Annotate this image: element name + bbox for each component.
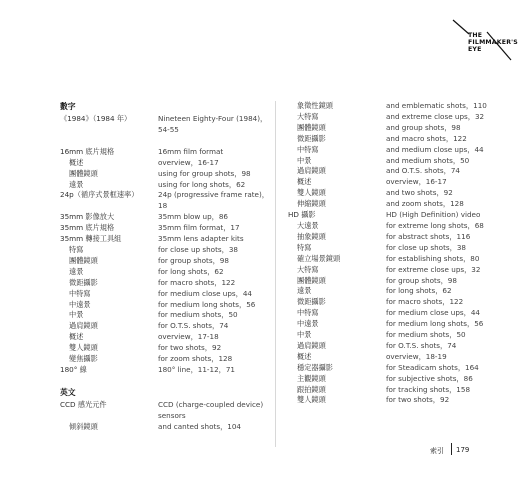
index-subentry bbox=[288, 297, 500, 308]
index-entry bbox=[60, 400, 272, 422]
index-definition: overview，18-19 bbox=[386, 351, 447, 361]
index-subentry bbox=[288, 330, 500, 341]
index-definition: for group shots，98 bbox=[386, 275, 457, 285]
index-definition: for macro shots，122 bbox=[158, 277, 236, 287]
index-term: 中景 bbox=[297, 155, 312, 165]
index-definition: for subjective shots，86 bbox=[386, 373, 473, 383]
index-definition: for zoom shots，128 bbox=[158, 354, 233, 364]
index-gap bbox=[60, 136, 272, 147]
index-subentry bbox=[288, 112, 500, 123]
index-term: 雙人鏡頭 bbox=[69, 343, 98, 353]
index-term: 傾斜鏡頭 bbox=[69, 421, 98, 431]
index-entry bbox=[60, 365, 272, 376]
index-definition: CCD (charge-coupled device) sensors bbox=[158, 399, 264, 420]
index-definition: for group shots，98 bbox=[158, 255, 229, 265]
index-definition: 35mm lens adapter kits bbox=[158, 234, 244, 244]
index-term: 變焦攝影 bbox=[69, 354, 98, 364]
index-definition: for medium close ups，44 bbox=[386, 308, 480, 318]
index-subentry bbox=[288, 374, 500, 385]
footer-separator bbox=[451, 443, 452, 455]
index-definition: and zoom shots，128 bbox=[386, 199, 464, 209]
index-subentry bbox=[288, 363, 500, 374]
index-definition: for establishing shots，80 bbox=[386, 253, 480, 263]
index-subentry bbox=[288, 156, 500, 167]
index-definition: HD (High Definition) video bbox=[386, 210, 481, 220]
index-section-heading: 英文 bbox=[60, 387, 76, 397]
index-definition: for abstract shots，116 bbox=[386, 231, 471, 241]
index-term: 180° 線 bbox=[60, 364, 87, 374]
book-logo bbox=[451, 18, 518, 60]
index-definition: for long shots，62 bbox=[386, 286, 452, 296]
index-definition: for close up shots，38 bbox=[158, 244, 238, 254]
index-subentry bbox=[288, 101, 500, 112]
index-term: 大特寫 bbox=[297, 111, 319, 121]
index-definition: 180° line，11-12，71 bbox=[158, 364, 235, 374]
index-subentry bbox=[60, 180, 272, 191]
index-term: 中遠景 bbox=[297, 319, 319, 329]
index-definition: for medium shots，50 bbox=[158, 310, 238, 320]
index-definition: for Steadicam shots，164 bbox=[386, 362, 479, 372]
index-term: 24p（循序式景框速率） bbox=[60, 190, 139, 200]
index-subentry bbox=[288, 134, 500, 145]
index-subentry bbox=[288, 188, 500, 199]
index-subentry bbox=[60, 310, 272, 321]
index-definition: and medium close ups，44 bbox=[386, 144, 484, 154]
index-definition: for extreme close ups，32 bbox=[386, 264, 481, 274]
index-term: 跟拍鏡頭 bbox=[297, 384, 326, 394]
index-subentry bbox=[60, 343, 272, 354]
index-term: 35mm 底片規格 bbox=[60, 223, 115, 233]
index-term: 大遠景 bbox=[297, 220, 319, 230]
index-entry bbox=[60, 190, 272, 212]
index-definition: for medium shots，50 bbox=[386, 330, 466, 340]
index-definition: 24p (progressive frame rate)，18 bbox=[158, 190, 269, 211]
index-subentry bbox=[288, 166, 500, 177]
index-subentry bbox=[60, 354, 272, 365]
index-term: 35mm 影像放大 bbox=[60, 212, 115, 222]
index-term: 中景 bbox=[69, 310, 84, 320]
index-term: 中特寫 bbox=[297, 308, 319, 318]
index-subentry bbox=[288, 254, 500, 265]
index-subentry bbox=[60, 278, 272, 289]
index-definition: for macro shots，122 bbox=[386, 297, 464, 307]
index-definition: for close up shots，38 bbox=[386, 242, 466, 252]
index-section-heading: 數字 bbox=[60, 102, 76, 111]
index-term: 中景 bbox=[297, 330, 312, 340]
index-subentry bbox=[288, 232, 500, 243]
index-term: 35mm 轉接工具組 bbox=[60, 234, 122, 244]
index-subentry bbox=[60, 245, 272, 256]
index-definition: for two shots，92 bbox=[386, 395, 450, 405]
index-subentry bbox=[60, 422, 272, 433]
index-term: 雙人鏡頭 bbox=[297, 395, 326, 405]
index-definition: for extreme long shots，68 bbox=[386, 220, 484, 230]
index-subentry bbox=[288, 352, 500, 363]
index-subentry bbox=[60, 267, 272, 278]
index-term: 團體鏡頭 bbox=[69, 255, 98, 265]
index-definition: Nineteen Eighty-Four (1984)，54-55 bbox=[158, 114, 268, 134]
page-number: 179 bbox=[456, 446, 470, 454]
index-subentry bbox=[288, 199, 500, 210]
index-subentry bbox=[60, 332, 272, 343]
index-term: 大特寫 bbox=[297, 264, 319, 274]
index-term: 概述 bbox=[69, 332, 84, 342]
index-subentry bbox=[288, 341, 500, 352]
index-term: 遠景 bbox=[69, 266, 84, 276]
index-term: 16mm 底片規格 bbox=[60, 146, 115, 156]
index-definition: using for group shots，98 bbox=[158, 168, 251, 178]
index-definition: for long shots，62 bbox=[158, 266, 224, 276]
index-gap bbox=[60, 376, 272, 387]
index-definition: for medium long shots，56 bbox=[386, 319, 484, 329]
index-term: 團體鏡頭 bbox=[297, 122, 326, 132]
index-definition: overview，17-18 bbox=[158, 332, 219, 342]
index-term: 過肩鏡頭 bbox=[69, 321, 98, 331]
index-subentry bbox=[288, 276, 500, 287]
index-definition: and group shots，98 bbox=[386, 122, 461, 132]
index-subentry bbox=[288, 308, 500, 319]
logo-line: FILMMAKER'S bbox=[468, 39, 518, 46]
index-term: 特寫 bbox=[69, 244, 84, 254]
index-entry bbox=[60, 114, 272, 136]
index-definition: and emblematic shots，110 bbox=[386, 101, 487, 110]
index-definition: for tracking shots，158 bbox=[386, 384, 471, 394]
index-term: HD 攝影 bbox=[288, 210, 316, 220]
index-term: 伸縮鏡頭 bbox=[297, 199, 326, 209]
index-term: 微距攝影 bbox=[297, 297, 326, 307]
index-definition: 35mm film format，17 bbox=[158, 223, 240, 233]
index-subentry bbox=[60, 300, 272, 311]
index-subentry bbox=[288, 221, 500, 232]
index-term: 《1984》（1984 年） bbox=[60, 114, 132, 123]
index-definition: 35mm blow up，86 bbox=[158, 212, 229, 222]
index-column-left bbox=[60, 101, 272, 433]
logo-line: THE bbox=[468, 32, 483, 39]
index-term: 特寫 bbox=[297, 242, 312, 252]
logo-line: EYE bbox=[468, 46, 482, 53]
index-term: 微距攝影 bbox=[69, 277, 98, 287]
index-entry bbox=[288, 210, 500, 221]
index-term: 遠景 bbox=[297, 286, 312, 296]
index-subentry bbox=[60, 169, 272, 180]
index-column-right bbox=[288, 101, 500, 406]
index-subentry bbox=[60, 158, 272, 169]
index-entry bbox=[60, 147, 272, 158]
column-divider bbox=[275, 101, 276, 447]
index-term: 概述 bbox=[297, 351, 312, 361]
index-definition: overview，16-17 bbox=[386, 177, 447, 187]
index-term: CCD 感光元件 bbox=[60, 399, 107, 409]
index-subentry bbox=[60, 321, 272, 332]
index-term: 中遠景 bbox=[69, 299, 91, 309]
index-subentry bbox=[288, 123, 500, 134]
index-term: 概述 bbox=[69, 157, 84, 167]
index-subentry bbox=[60, 256, 272, 267]
index-term: 概述 bbox=[297, 177, 312, 187]
index-entry bbox=[60, 223, 272, 234]
index-term: 穩定器攝影 bbox=[297, 362, 333, 372]
index-term: 主觀鏡頭 bbox=[297, 373, 326, 383]
index-definition: for O.T.S. shots，74 bbox=[386, 340, 457, 350]
index-subentry bbox=[288, 265, 500, 276]
index-term: 象徵性鏡頭 bbox=[297, 101, 333, 110]
index-definition: for O.T.S. shots，74 bbox=[158, 321, 229, 331]
index-subentry bbox=[288, 395, 500, 406]
index-term: 中特寫 bbox=[69, 288, 91, 298]
index-definition: and extreme close ups，32 bbox=[386, 111, 485, 121]
index-subentry bbox=[60, 289, 272, 300]
index-definition: and macro shots，122 bbox=[386, 133, 467, 143]
index-term: 團體鏡頭 bbox=[69, 168, 98, 178]
index-term: 確立場景鏡頭 bbox=[297, 253, 341, 263]
index-definition: and canted shots，104 bbox=[158, 421, 241, 431]
index-subentry bbox=[288, 385, 500, 396]
index-term: 過肩鏡頭 bbox=[297, 166, 326, 176]
index-term: 團體鏡頭 bbox=[297, 275, 326, 285]
index-definition: 16mm film format bbox=[158, 146, 224, 156]
index-definition: and O.T.S. shots，74 bbox=[386, 166, 461, 176]
index-definition: and two shots，92 bbox=[386, 188, 453, 198]
index-entry bbox=[60, 212, 272, 223]
index-term: 雙人鏡頭 bbox=[297, 188, 326, 198]
index-definition: for two shots，92 bbox=[158, 343, 222, 353]
index-term: 微距攝影 bbox=[297, 133, 326, 143]
index-definition: for medium close ups，44 bbox=[158, 288, 252, 298]
index-term: 過肩鏡頭 bbox=[297, 340, 326, 350]
index-entry bbox=[60, 234, 272, 245]
index-subentry bbox=[288, 177, 500, 188]
index-term: 中特寫 bbox=[297, 144, 319, 154]
index-term: 抽象鏡頭 bbox=[297, 231, 326, 241]
index-subentry bbox=[288, 243, 500, 254]
index-subentry bbox=[288, 145, 500, 156]
index-definition: using for long shots，62 bbox=[158, 179, 246, 189]
index-subentry bbox=[288, 319, 500, 330]
index-definition: overview，16-17 bbox=[158, 157, 219, 167]
index-definition: for medium long shots，56 bbox=[158, 299, 256, 309]
index-subentry bbox=[288, 286, 500, 297]
footer-section-label: 索引 bbox=[430, 447, 444, 455]
index-term: 遠景 bbox=[69, 179, 84, 189]
logo-text bbox=[468, 32, 518, 53]
index-definition: and medium shots，50 bbox=[386, 155, 470, 165]
